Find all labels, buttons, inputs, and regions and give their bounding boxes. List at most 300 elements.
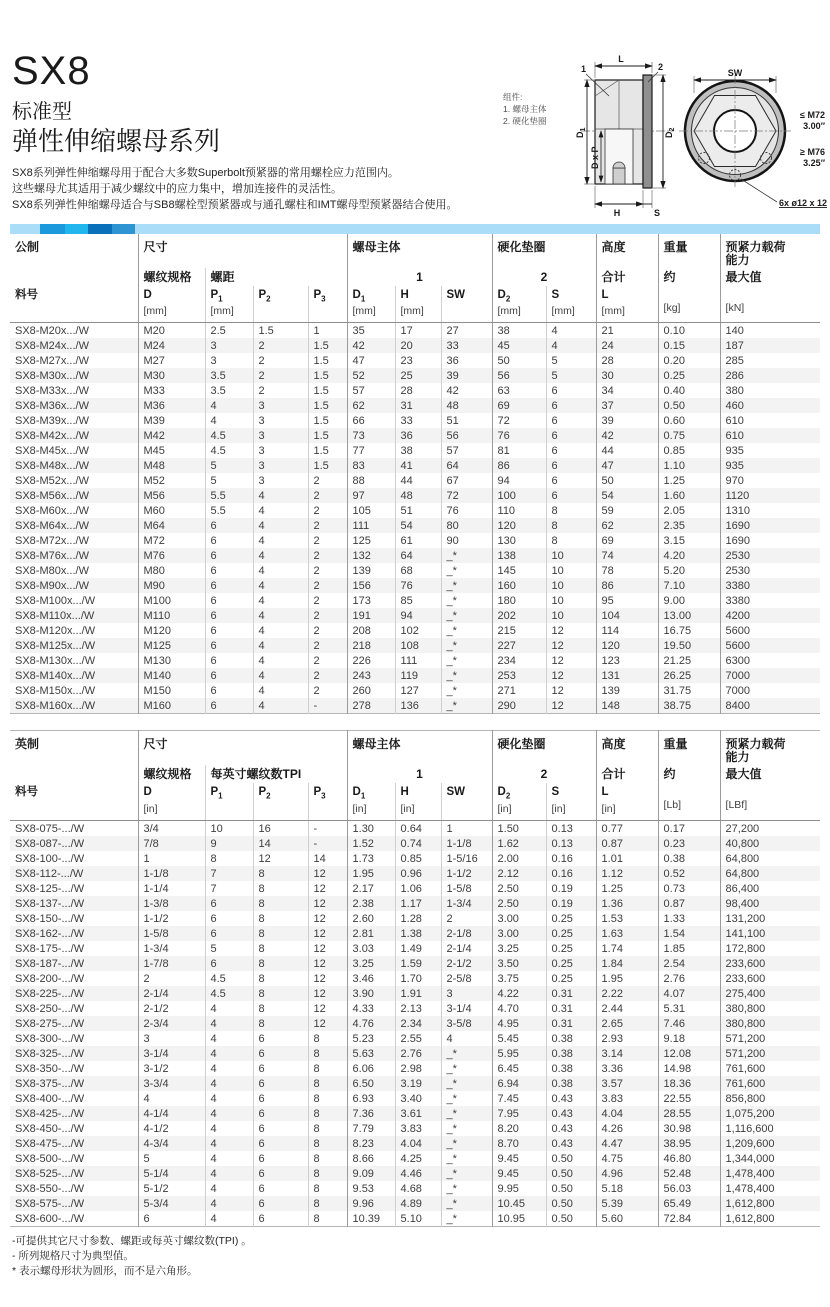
data-cell: 6.94 (492, 1076, 546, 1091)
data-cell: 8 (253, 896, 308, 911)
data-cell: M45 (138, 443, 205, 458)
data-cell: 5600 (725, 625, 751, 638)
table-subheader-row (10, 268, 820, 286)
data-cell: 6 (205, 623, 253, 638)
data-cell: 62 (596, 518, 658, 533)
data-cell: - (308, 698, 347, 714)
data-cell: 6 (205, 668, 253, 683)
data-cell: 5.18 (596, 1181, 658, 1196)
data-cell: 1,612,800 (725, 1197, 775, 1210)
legend-item-washer: 2. 硬化垫圈 (503, 116, 547, 126)
data-cell: 52.48 (658, 1166, 720, 1181)
data-cell: 8 (308, 1046, 347, 1061)
column-header: H [in] (395, 783, 441, 820)
data-cell: 2.50 (492, 896, 546, 911)
data-cell: 40,800 (725, 837, 760, 850)
data-cell: 108 (395, 638, 441, 653)
data-cell: 0.20 (658, 353, 720, 368)
part-number-cell: SX8-125-.../W (10, 881, 138, 896)
data-cell: 3 (205, 353, 253, 368)
data-cell: 38.95 (658, 1136, 720, 1151)
data-cell: 4-1/2 (138, 1121, 205, 1136)
data-cell: 1.5 (308, 353, 347, 368)
technical-drawing (495, 34, 830, 220)
data-cell: 114 (596, 623, 658, 638)
part-number-cell: SX8-150-.../W (10, 911, 138, 926)
data-cell: 3 (253, 428, 308, 443)
data-cell: 48 (441, 398, 492, 413)
data-cell: 1.91 (395, 986, 441, 1001)
data-cell: 2.50 (492, 881, 546, 896)
data-cell: 1-7/8 (138, 956, 205, 971)
data-cell: 88 (347, 473, 395, 488)
data-cell: 36 (441, 353, 492, 368)
data-cell: 3-1/2 (138, 1061, 205, 1076)
part-number-cell: SX8-M52x.../W (10, 473, 138, 488)
size-note-min-metric: ≥ M76 (800, 147, 825, 157)
data-cell: 6 (205, 548, 253, 563)
table-group-header-row (10, 731, 820, 766)
data-cell: 5.60 (596, 1211, 658, 1227)
data-cell: 1.5 (308, 428, 347, 443)
data-cell: 12 (546, 683, 596, 698)
data-cell: 4 (205, 1001, 253, 1016)
table-row (10, 548, 820, 563)
data-cell: 1,612,800 (725, 1212, 775, 1225)
part-number-cell: SX8-500-.../W (10, 1151, 138, 1166)
data-cell: 4-3/4 (138, 1136, 205, 1151)
dim-label-H: H (613, 208, 621, 218)
data-cell: 86 (596, 578, 658, 593)
part-number-cell: SX8-112-.../W (10, 866, 138, 881)
data-cell: 0.19 (546, 881, 596, 896)
data-cell: 16.75 (658, 623, 720, 638)
data-cell: 3 (138, 1031, 205, 1046)
data-cell: 31.75 (658, 683, 720, 698)
data-cell: 0.13 (546, 836, 596, 851)
data-cell: 33 (441, 338, 492, 353)
data-cell: 4 (253, 488, 308, 503)
data-cell: 2.17 (347, 881, 395, 896)
data-cell: 10 (546, 608, 596, 623)
data-cell: 7.45 (492, 1091, 546, 1106)
table-row (10, 623, 820, 638)
data-cell: 76 (492, 428, 546, 443)
part-number-cell: SX8-525-.../W (10, 1166, 138, 1181)
unit-system-label: 英制 (10, 731, 138, 766)
data-cell: 64 (395, 548, 441, 563)
data-cell: 8 (308, 1076, 347, 1091)
data-cell: 2 (308, 548, 347, 563)
data-cell: 3.25 (347, 956, 395, 971)
part-number-cell: SX8-M27x.../W (10, 353, 138, 368)
table-row (10, 1061, 820, 1076)
data-cell: 5600 (725, 640, 751, 653)
data-cell: 6 (253, 1121, 308, 1136)
data-cell: 5 (546, 368, 596, 383)
data-cell: 2 (308, 683, 347, 698)
data-cell: 0.25 (546, 956, 596, 971)
data-cell: 83 (347, 458, 395, 473)
table-row (10, 338, 820, 353)
data-cell: 0.25 (658, 368, 720, 383)
data-cell: 10.45 (492, 1196, 546, 1211)
data-cell: 3 (441, 986, 492, 1001)
data-cell: 1.54 (658, 926, 720, 941)
size-note-max-metric: ≤ M72 (800, 110, 825, 120)
data-cell: _* (441, 548, 492, 563)
nut-body-ref: 1 (347, 765, 492, 783)
data-cell: M33 (138, 383, 205, 398)
data-cell: 2.35 (658, 518, 720, 533)
data-cell: _* (441, 1181, 492, 1196)
data-cell: 94 (395, 608, 441, 623)
data-cell: 10 (546, 548, 596, 563)
subgroup-thread-spec: 螺纹规格 (138, 765, 205, 783)
bar-segment (88, 224, 112, 234)
data-cell: 1-1/4 (138, 881, 205, 896)
column-header: D [mm] (138, 286, 205, 323)
data-cell: 0.87 (596, 836, 658, 851)
data-cell: 0.60 (658, 413, 720, 428)
part-number-cell: SX8-087-.../W (10, 836, 138, 851)
data-cell: 3.46 (347, 971, 395, 986)
data-cell: 1-3/8 (138, 896, 205, 911)
data-cell: 1.95 (596, 971, 658, 986)
data-cell: _* (441, 1076, 492, 1091)
data-cell: 69 (596, 533, 658, 548)
data-cell: 10 (546, 563, 596, 578)
data-cell: 1.28 (395, 911, 441, 926)
dim-label-L: L (618, 54, 624, 64)
table-row (10, 563, 820, 578)
data-cell: 1.12 (596, 866, 658, 881)
data-cell: 6 (205, 638, 253, 653)
footnote: -可提供其它尺寸参数、螺距或每英寸螺纹数(TPI) 。 (12, 1234, 252, 1247)
data-cell: 2.44 (596, 1001, 658, 1016)
dim-label-D1: $D_1$ (575, 127, 587, 138)
data-cell: 8 (308, 1091, 347, 1106)
data-cell: 1.17 (395, 896, 441, 911)
data-cell: 226 (347, 653, 395, 668)
data-cell: 4 (205, 1121, 253, 1136)
data-cell: 39 (441, 368, 492, 383)
subtitle-type: 标准型 (12, 101, 72, 123)
bar-segment (40, 224, 65, 234)
data-cell: 3 (205, 338, 253, 353)
data-cell: 3.90 (347, 986, 395, 1001)
group-height: 高度 (596, 731, 658, 766)
data-cell: 2 (308, 578, 347, 593)
data-cell: 7.36 (347, 1106, 395, 1121)
data-cell: 5.10 (395, 1211, 441, 1227)
data-cell: 78 (596, 563, 658, 578)
intro-line: SX8系列弹性伸缩螺母适合与SB8螺栓型预紧器或与通孔螺柱和IMT螺母型预紧器结合使用。 (12, 199, 458, 211)
data-cell: 3.50 (492, 956, 546, 971)
data-cell: 6 (205, 653, 253, 668)
table-column-header-row (10, 286, 820, 323)
data-cell: 8400 (725, 700, 751, 713)
data-cell: 111 (347, 518, 395, 533)
data-cell: 180 (492, 593, 546, 608)
part-number-cell: SX8-M64x.../W (10, 518, 138, 533)
data-cell: 5.20 (658, 563, 720, 578)
data-cell: 6 (546, 488, 596, 503)
part-number-cell: SX8-187-.../W (10, 956, 138, 971)
data-cell: 57 (441, 443, 492, 458)
data-cell: 6.45 (492, 1061, 546, 1076)
data-cell: 2-1/4 (441, 941, 492, 956)
data-cell: 17 (395, 323, 441, 339)
data-cell: 156 (347, 578, 395, 593)
column-header: SW (441, 783, 492, 820)
data-cell: 7.46 (658, 1016, 720, 1031)
data-cell: M150 (138, 683, 205, 698)
data-cell: 50 (596, 473, 658, 488)
part-number-cell: SX8-600-.../W (10, 1211, 138, 1227)
data-cell: 4200 (725, 610, 751, 623)
data-cell: 0.38 (658, 851, 720, 866)
data-cell: 3 (253, 473, 308, 488)
data-cell: 9.95 (492, 1181, 546, 1196)
data-cell: M140 (138, 668, 205, 683)
column-header: L [mm] (596, 286, 658, 323)
data-cell: 1.85 (658, 941, 720, 956)
column-header: $P_2$ (253, 286, 308, 323)
part-number-cell: SX8-200-.../W (10, 971, 138, 986)
data-cell: 6 (546, 443, 596, 458)
data-cell: 14 (308, 851, 347, 866)
table-row (10, 956, 820, 971)
data-cell: 8 (253, 866, 308, 881)
data-cell: 8 (253, 1001, 308, 1016)
callout-1: 1 (581, 64, 587, 74)
data-cell: 173 (347, 593, 395, 608)
data-cell: M42 (138, 428, 205, 443)
data-cell: M72 (138, 533, 205, 548)
data-cell: 4 (205, 1061, 253, 1076)
group-height: 高度 (596, 234, 658, 268)
table-row (10, 383, 820, 398)
data-cell: 41 (395, 458, 441, 473)
data-cell: 1 (308, 323, 347, 339)
data-cell: 1-5/8 (138, 926, 205, 941)
data-cell: M80 (138, 563, 205, 578)
data-cell: 1.30 (347, 820, 395, 836)
data-cell: 4 (253, 698, 308, 714)
data-cell: 50 (492, 353, 546, 368)
data-cell: 9.45 (492, 1166, 546, 1181)
table-row (10, 413, 820, 428)
data-cell: 8 (546, 533, 596, 548)
data-cell: 6 (205, 683, 253, 698)
part-number-cell: SX8-M39x.../W (10, 413, 138, 428)
table-row (10, 1181, 820, 1196)
data-cell: 42 (596, 428, 658, 443)
table-row (10, 473, 820, 488)
data-cell: 123 (596, 653, 658, 668)
data-cell: 6300 (725, 655, 751, 668)
column-header: $P_3$ (308, 783, 347, 820)
data-cell: 7 (205, 881, 253, 896)
data-cell: _* (441, 638, 492, 653)
data-cell: 3380 (725, 595, 751, 608)
data-cell: _* (441, 1061, 492, 1076)
data-cell: 4 (253, 503, 308, 518)
data-cell: 1,344,000 (725, 1152, 775, 1165)
data-cell: 6 (205, 563, 253, 578)
table-row (10, 518, 820, 533)
data-cell: 3-3/4 (138, 1076, 205, 1091)
data-cell: 105 (347, 503, 395, 518)
data-cell: 61 (395, 533, 441, 548)
data-cell: 1-1/8 (138, 866, 205, 881)
column-header: H [mm] (395, 286, 441, 323)
column-header: S [in] (546, 783, 596, 820)
data-cell: 3 (253, 443, 308, 458)
column-header-part-no: 料号 (10, 286, 138, 323)
data-cell: 2 (308, 593, 347, 608)
data-cell: 1.36 (596, 896, 658, 911)
data-cell: 2-1/2 (441, 956, 492, 971)
data-cell: 2 (308, 563, 347, 578)
data-cell: 12 (308, 986, 347, 1001)
data-cell: 51 (395, 503, 441, 518)
data-cell: _* (441, 1151, 492, 1166)
data-cell: 120 (492, 518, 546, 533)
imperial-spec-table (10, 730, 820, 1226)
data-cell: 4.22 (492, 986, 546, 1001)
data-cell: 1.50 (492, 820, 546, 836)
data-cell: 1.74 (596, 941, 658, 956)
data-cell: 48 (395, 488, 441, 503)
data-cell: _* (441, 623, 492, 638)
data-cell: 56.03 (658, 1181, 720, 1196)
data-cell: 4-1/4 (138, 1106, 205, 1121)
data-cell: 8 (253, 971, 308, 986)
data-cell: 1.5 (308, 383, 347, 398)
data-cell: 3.5 (205, 368, 253, 383)
data-cell: 3 (253, 413, 308, 428)
data-cell: 2.54 (658, 956, 720, 971)
data-cell: 1,075,200 (725, 1107, 775, 1120)
data-cell: 4.04 (395, 1136, 441, 1151)
table-row (10, 1121, 820, 1136)
data-cell: 10.39 (347, 1211, 395, 1227)
data-cell: 233,600 (725, 957, 766, 970)
height-sub: 合计 (596, 268, 658, 286)
data-cell: 127 (395, 683, 441, 698)
data-cell: 233,600 (725, 972, 766, 985)
data-cell: 285 (725, 355, 744, 368)
data-cell: 1-3/4 (138, 941, 205, 956)
data-cell: 2 (308, 638, 347, 653)
data-cell: 0.50 (546, 1211, 596, 1227)
group-weight: 重量 (658, 234, 720, 268)
data-cell: 0.40 (658, 383, 720, 398)
part-number-cell: SX8-100-.../W (10, 851, 138, 866)
data-cell: 42 (441, 383, 492, 398)
data-cell: 6 (205, 533, 253, 548)
data-cell: 460 (725, 400, 744, 413)
data-cell: 1.25 (658, 473, 720, 488)
data-cell: M76 (138, 548, 205, 563)
data-cell: 4 (546, 338, 596, 353)
data-cell: 4 (253, 653, 308, 668)
column-header: [kg] (658, 286, 720, 323)
data-cell: 73 (347, 428, 395, 443)
metric-spec-table (10, 234, 820, 714)
data-cell: 45 (492, 338, 546, 353)
data-cell: 2.55 (395, 1031, 441, 1046)
bar-segment (10, 224, 40, 234)
data-cell: 4.89 (395, 1196, 441, 1211)
part-number-cell: SX8-M30x.../W (10, 368, 138, 383)
data-cell: 80 (441, 518, 492, 533)
data-cell: 3.57 (596, 1076, 658, 1091)
data-cell: 1-1/8 (441, 836, 492, 851)
data-cell: 56 (492, 368, 546, 383)
data-cell: 4 (205, 1016, 253, 1031)
data-cell: 208 (347, 623, 395, 638)
accent-bar (10, 224, 820, 234)
data-cell: 68 (395, 563, 441, 578)
dim-label-S: S (653, 208, 661, 218)
data-cell: 30.98 (658, 1121, 720, 1136)
data-cell: 1.52 (347, 836, 395, 851)
data-cell: M160 (138, 698, 205, 714)
part-number-cell: SX8-137-.../W (10, 896, 138, 911)
data-cell: 2.05 (658, 503, 720, 518)
data-cell: 970 (725, 475, 744, 488)
column-header: $D_1$ [in] (347, 783, 395, 820)
data-cell: 3.19 (395, 1076, 441, 1091)
data-cell: 5.39 (596, 1196, 658, 1211)
data-cell: 28.55 (658, 1106, 720, 1121)
table-column-header-row (10, 783, 820, 820)
column-header: $D_2$ [in] (492, 783, 546, 820)
data-cell: 160 (492, 578, 546, 593)
data-cell: 1-5/8 (441, 881, 492, 896)
data-cell: 119 (395, 668, 441, 683)
data-cell: 4.47 (596, 1136, 658, 1151)
data-cell: 2.93 (596, 1031, 658, 1046)
data-cell: 380 (725, 385, 744, 398)
metric-table-body (10, 323, 820, 714)
data-cell: 0.15 (658, 338, 720, 353)
data-cell: 8 (308, 1061, 347, 1076)
data-cell: 102 (395, 623, 441, 638)
data-cell: 8 (308, 1181, 347, 1196)
data-cell: 148 (596, 698, 658, 714)
data-cell: 0.38 (546, 1046, 596, 1061)
data-cell: 76 (441, 503, 492, 518)
data-cell: 21 (596, 323, 658, 339)
preload-sub: 最大值 (725, 270, 762, 284)
data-cell: 5.45 (492, 1031, 546, 1046)
part-number-cell: SX8-M80x.../W (10, 563, 138, 578)
data-cell: 26.25 (658, 668, 720, 683)
data-cell: 4.5 (205, 986, 253, 1001)
footnote: * 表示螺母形状为圆形，而不是六角形。 (12, 1264, 198, 1277)
data-cell: 3 (253, 398, 308, 413)
table-row (10, 1031, 820, 1046)
data-cell: 4 (253, 668, 308, 683)
part-number-cell: SX8-M45x.../W (10, 443, 138, 458)
bar-segment (65, 224, 88, 234)
data-cell: 64,800 (725, 852, 760, 865)
table-row (10, 698, 820, 714)
